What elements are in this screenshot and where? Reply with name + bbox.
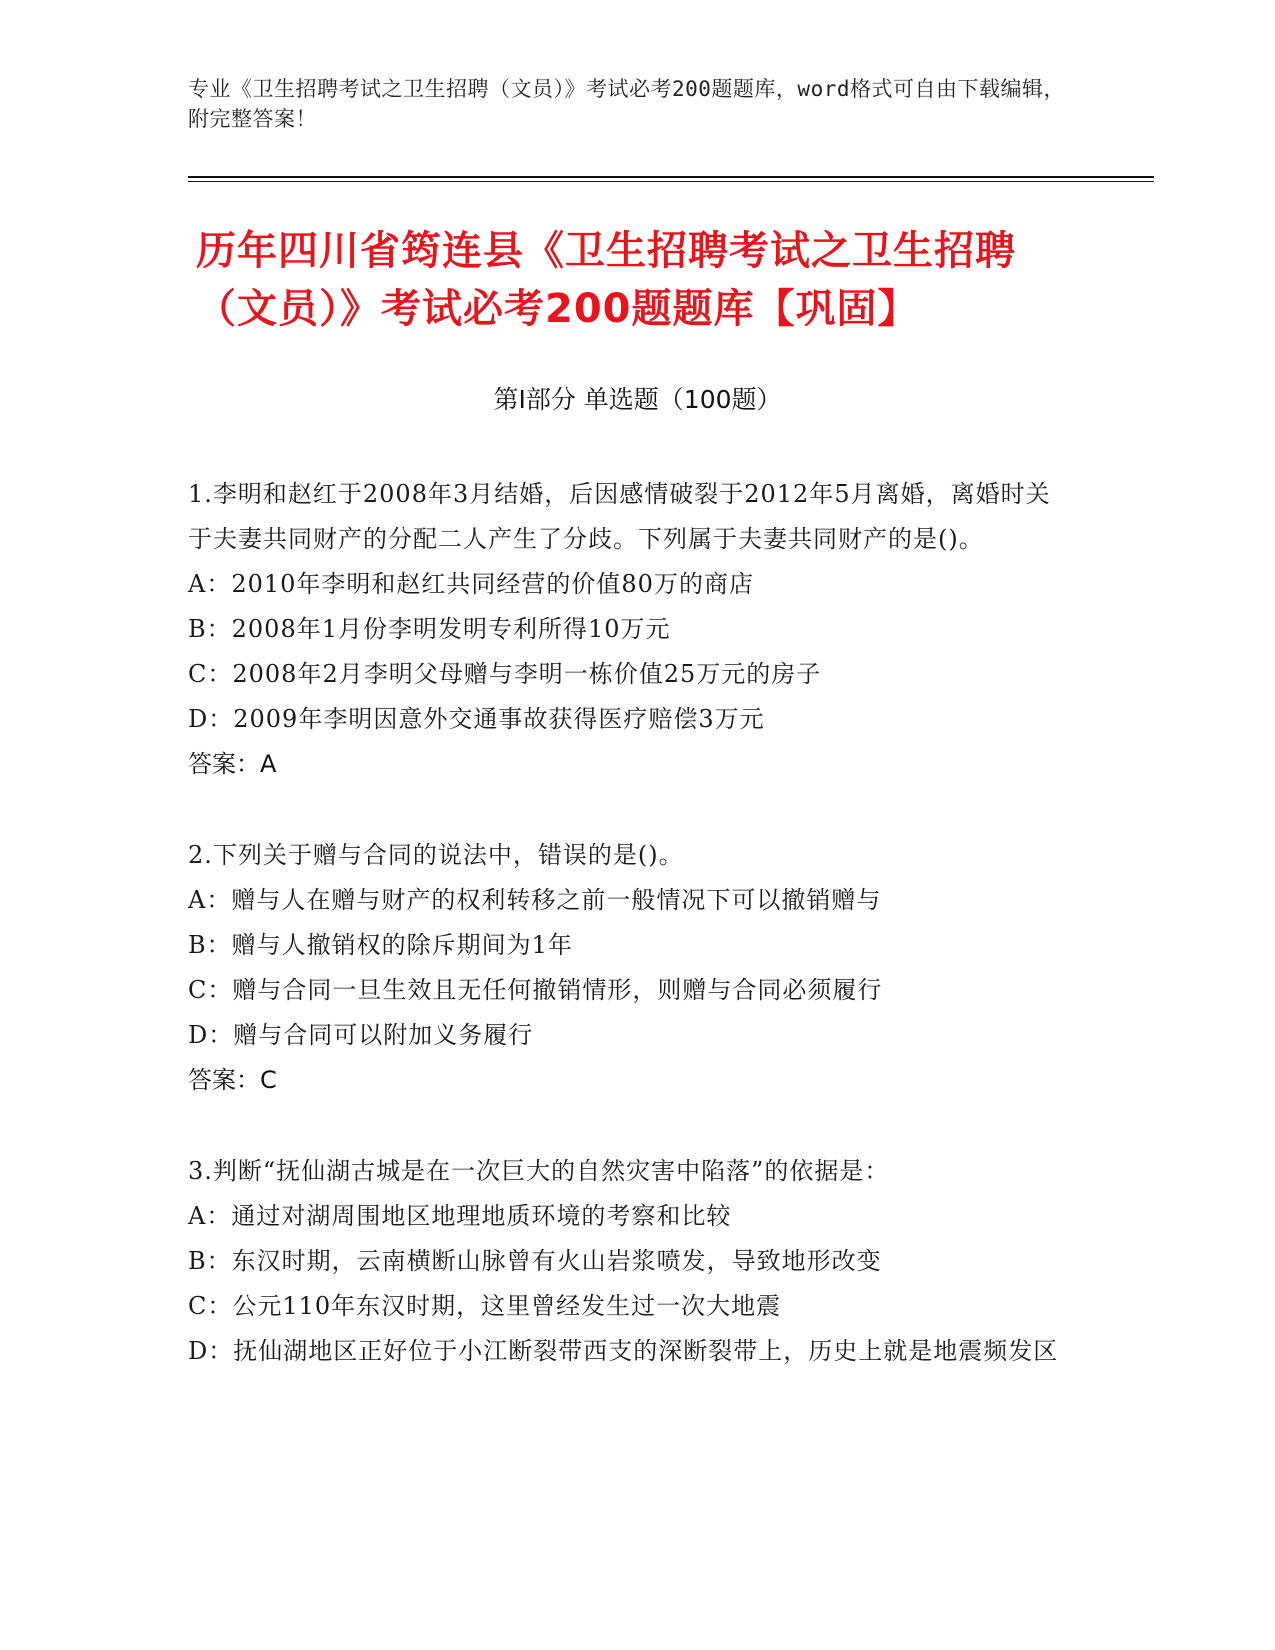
question-stem: 1.李明和赵红于2008年3月结婚，后因感情破裂于2012年5月离婚，离婚时关于夫妻共同财产的分配二人产生了分歧。下列属于夫妻共同财产的是()。 (188, 480, 1051, 553)
answer-line: 答案：A (188, 750, 277, 778)
header-note: 专业《卫生招聘考试之卫生招聘（文员）》考试必考200题题库，word格式可自由下载编辑，附完整答案！ (188, 77, 1065, 131)
option-b: B：东汉时期，云南横断山脉曾有火山岩浆喷发，导致地形改变 (188, 1247, 882, 1275)
question-stem: 3.判断“抚仙湖古城是在一次巨大的自然灾害中陷落”的依据是： (188, 1157, 890, 1185)
option-c: C：2008年2月李明父母赠与李明一栋价值25万元的房子 (188, 660, 822, 688)
option-a: A：通过对湖周围地区地理地质环境的考察和比较 (188, 1202, 732, 1230)
question-stem: 2.下列关于赠与合同的说法中，错误的是()。 (188, 841, 684, 869)
option-a: A：赠与人在赠与财产的权利转移之前一般情况下可以撤销赠与 (188, 886, 882, 914)
option-a: A：2010年李明和赵红共同经营的价值80万的商店 (188, 570, 754, 598)
question-1 (188, 472, 1068, 787)
question-3 (188, 1149, 1068, 1374)
option-b: B：2008年1月份李明发明专利所得10万元 (188, 615, 671, 643)
option-b: B：赠与人撤销权的除斥期间为1年 (188, 931, 573, 959)
question-2 (188, 833, 1068, 1103)
document-title: 历年四川省筠连县《卫生招聘考试之卫生招聘（文员）》考试必考200题题库【巩固】 (196, 228, 1016, 332)
option-d: D：赠与合同可以附加义务履行 (188, 1021, 534, 1049)
section-heading: 第Ⅰ部分 单选题（100题） (493, 385, 782, 414)
header-rule-thin (188, 181, 1154, 182)
option-d: D：2009年李明因意外交通事故获得医疗赔偿3万元 (188, 705, 765, 733)
answer-line: 答案：C (188, 1066, 277, 1094)
option-c: C：赠与合同一旦生效且无任何撤销情形，则赠与合同必须履行 (188, 976, 883, 1004)
header-rule-thick (188, 176, 1154, 178)
option-c: C：公元110年东汉时期，这里曾经发生过一次大地震 (188, 1292, 782, 1320)
option-d: D：抚仙湖地区正好位于小江断裂带西支的深断裂带上，历史上就是地震频发区 (188, 1337, 1059, 1365)
question-list (188, 472, 1068, 1420)
